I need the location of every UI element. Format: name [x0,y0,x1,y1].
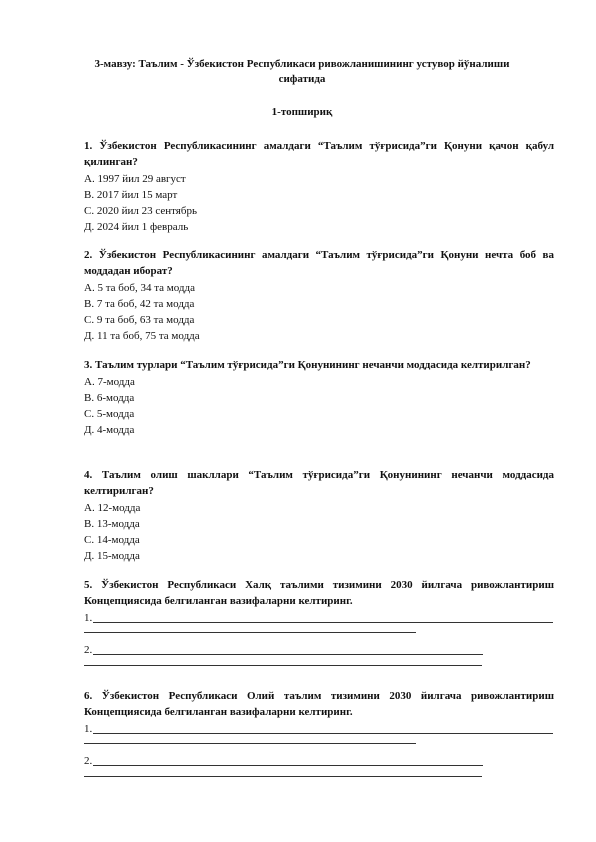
option-b: В. 6-модда [84,392,135,404]
option-c: С. 5-модда [84,408,135,420]
question-text: 2. Ўзбекистон Республикасининг амалдаги “Таълим тўғрисида”ги Қонуни нечта боб ва моддадан иборат? [84,249,554,277]
answer-line[interactable] [84,665,482,666]
option-d: Д. 2024 йил 1 февраль [84,221,189,233]
question-text: 4. Таълим олиш шакллари “Таълим тўғрисида”ги Қонунининг нечанчи моддасида келтирилган? [84,469,554,497]
page-title: 3-мавзу: Таълим - Ўзбекистон Республикаси ривожланишининг устувор йўналиши сифатида [94,58,510,85]
answer-number: 2. [84,755,93,767]
question-5 [84,577,554,674]
question-text: 5. Ўзбекистон Республикаси Халқ таълими тизимини 2030 йилгача ривожлантириш Концепциясида белгиланган вазифаларни келтиринг. [84,579,554,607]
answer-row-1 [84,721,554,737]
option-c: С. 9 та боб, 63 та модда [84,314,195,326]
answer-row-2 [84,642,554,658]
question-text: 3. Таълим турлари “Таълим тўғрисида”ги Қонунининг нечанчи моддасида келтирилган? [84,359,531,371]
option-c: С. 2020 йил 23 сентябрь [84,205,197,217]
question-1 [84,138,554,235]
question-3 [84,357,554,438]
option-a: А. 1997 йил 29 август [84,173,186,185]
answer-line[interactable] [93,765,483,766]
answer-row-2 [84,753,554,769]
option-d: Д. 15-модда [84,550,140,562]
answer-line[interactable] [84,776,482,777]
question-text: 6. Ўзбекистон Республикаси Олий таълим тизимини 2030 йилгача ривожлантириш Концепциясида белгиланган вазифаларни келтиринг. [84,690,554,718]
answer-number: 2. [84,644,93,656]
option-c: С. 14-модда [84,534,140,546]
option-a: А. 12-модда [84,502,141,514]
page-subtitle: 1-топшириқ [271,106,333,118]
answer-number: 1. [84,723,93,735]
option-d: Д. 11 та боб, 75 та модда [84,330,200,342]
question-4 [84,467,554,564]
question-text: 1. Ўзбекистон Республикасининг амалдаги “Таълим тўғрисида”ги Қонуни қачон қабул қилинган? [84,140,554,168]
option-a: А. 7-модда [84,376,135,388]
answer-continuation [84,658,554,674]
answer-continuation [84,626,554,642]
option-d: Д. 4-модда [84,424,135,436]
option-a: А. 5 та боб, 34 та модда [84,282,196,294]
option-b: В. 7 та боб, 42 та модда [84,298,195,310]
question-2 [84,247,554,344]
option-b: В. 13-модда [84,518,140,530]
answer-continuation [84,737,554,753]
answer-row-1 [84,610,554,626]
answer-line[interactable] [93,733,553,734]
option-b: В. 2017 йил 15 март [84,189,178,201]
answer-line[interactable] [84,743,416,744]
question-6 [84,688,554,785]
answer-continuation [84,769,554,785]
answer-line[interactable] [93,622,553,623]
answer-line[interactable] [93,654,483,655]
answer-line[interactable] [84,632,416,633]
answer-number: 1. [84,612,93,624]
